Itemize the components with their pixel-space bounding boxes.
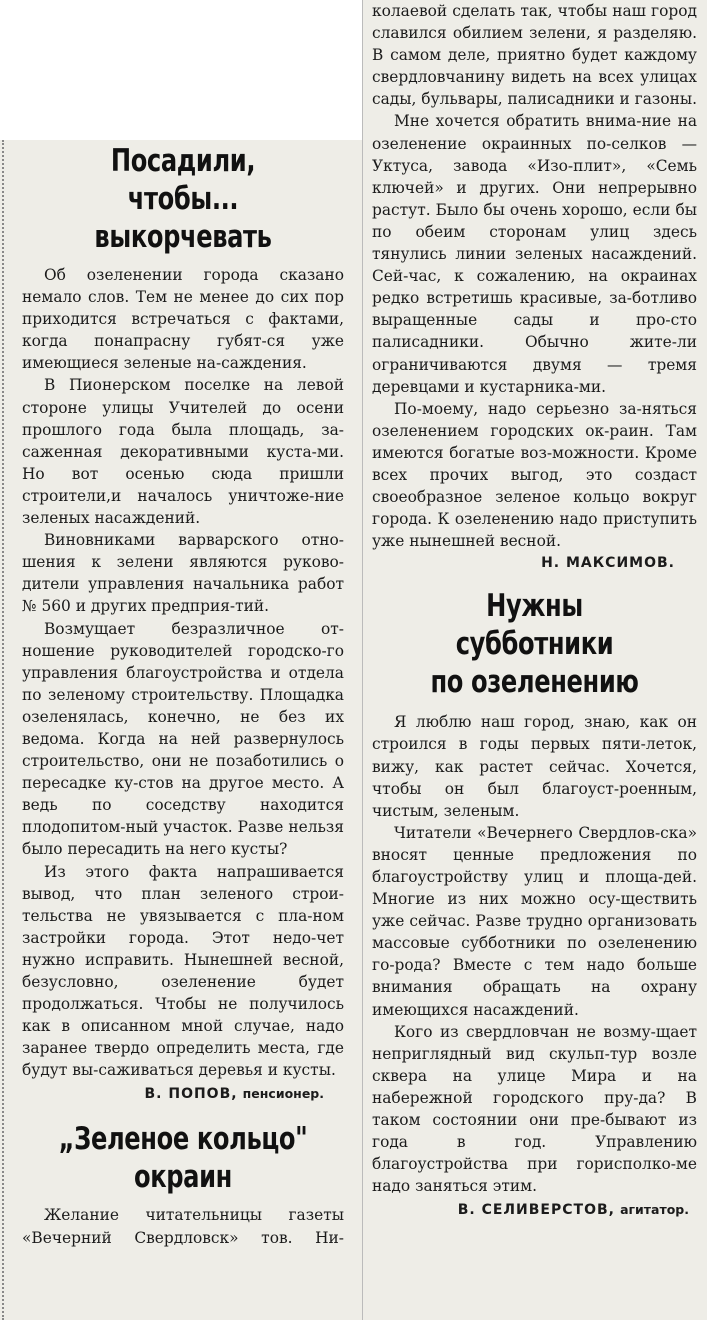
article-seliverstov [372, 587, 697, 1218]
author-role: пенсионер. [242, 1086, 324, 1102]
author-name: В. СЕЛИВЕРСТОВ, [457, 1202, 615, 1219]
right-column [372, 0, 697, 1218]
left-dotted-rule [2, 140, 4, 1320]
byline [372, 552, 697, 571]
article-paragraph: Возмущает безразличное от-ношение руководителей городско-го управления благоустройства и отдела по зеленому строительству. Площадка озеленялась, конечно, не без их ведома. Когда на ней развернулось строительство, они не позаботились о пересадке ку-стов на другое место. А ведь по соседству находится плодопитом-ный участок. Разве нельзя было пересадить на него кусты? [22, 619, 344, 859]
article-paragraph: Виновниками варварского отно-шения к зелени являются руково-дители управления начальника работ № 560 и других предприя-тий. [22, 531, 344, 616]
headline-line: Нужны субботники [455, 588, 614, 663]
article-paragraph: Мне хочется обратить внима-ние на озеленение окраинных по-селков — Уктуса, завода «Изо-плит», «Семь ключей» и других. Они непрерывно растут. Было бы очень хорошо, если бы по обеим сторонам улиц здесь тянулись линии зеленых насаждений. Сей-час, к сожалению, на окраинах редко встретишь красивые, за-ботливо выращенные сады и про-сто палисадники. Обычно жите-ли ограничиваются двумя — тремя деревцами и кустарника-ми. [372, 112, 697, 396]
article-paragraph: Кого из свердловчан не возму-щает неприглядный вид скульп-тур возле сквера на улице Мира и на набережной городского пру-да? В таком состоянии они пре-бывают из года в год. Управлению благоустройства при горисполко-ме надо заняться этим. [372, 1022, 697, 1196]
article-paragraph: Об озеленении города сказано немало слов. Тем не менее до сих пор приходится встречаться с фактами, когда понапрасну губят-ся уже имеющиеся зеленые на-саждения. [22, 266, 344, 373]
article-paragraph: Читатели «Вечернего Свердлов-ска» вносят ценные предложения по благоустройству улиц и площа-дей. Многие из них можно осу-ществить уже сейчас. Разве трудно организовать массовые субботники по озеленению го-рода? Вместе с тем надо больше внимания обращать на охрану имеющихся насаждений. [372, 823, 697, 1019]
author-name: Н. МАКСИМОВ. [541, 555, 675, 572]
column-divider [362, 0, 363, 1320]
author-role: агитатор. [620, 1202, 689, 1218]
article-paragraph: Из этого факта напрашивается вывод, что план зеленого строи-тельства не увязывается с пла-ном застройки города. Этот недо-чет нужно исправить. Нынешней весной, безусловно, озеленение будет продолжаться. Чтобы не получилось как в описанном мной случае, надо заранее твердо определить места, где будут вы-саживаться деревья и кусты. [22, 862, 344, 1080]
byline [372, 1199, 697, 1218]
left-column [22, 142, 344, 1249]
byline [22, 1083, 344, 1102]
article-paragraph: колаевой сделать так, чтобы наш город славился обилием зелени, я разделяю. В самом деле, приятно будет каждому свердловчанину видеть на всех улицах сады, бульвары, палисадники и газоны. [372, 2, 697, 109]
headline-line: по озеленению [430, 664, 639, 701]
article-paragraph: В Пионерском поселке на левой стороне улицы Учителей до осени прошлого года была площадь, за-саженная декоративными куста-ми. Но вот осенью сюда пришли строители,и началось уничтоже-ние зеленых насаждений. [22, 376, 344, 528]
article-paragraph: Желание читательницы газеты «Вечерний Свердловск» тов. Ни- [22, 1206, 344, 1247]
article-maksimov-cont [372, 0, 697, 571]
headline-line: Посадили, чтобы... [110, 143, 256, 217]
article-paragraph: Я люблю наш город, знаю, как он строился в годы первых пяти-леток, вижу, как растет сейчас. Хочется, чтобы он был благоуст-роенным, чистым, зеленым. [372, 713, 697, 820]
article-maksimov-start [22, 1120, 344, 1248]
headline-line: выкорчевать [94, 219, 272, 255]
author-name: В. ПОПОВ, [144, 1086, 238, 1103]
headline-line: окраин [134, 1159, 232, 1196]
article-popov [22, 142, 344, 1102]
headline-line: „Зеленое кольцо" [58, 1121, 308, 1158]
article-paragraph: По-моему, надо серьезно за-няться озеленением городских ок-раин. Там имеются богатые воз-можности. Кроме всех прочих выгод, это создаст своеобразное зеленое кольцо вокруг города. К озеленению надо приступить уже нынешней весной. [372, 399, 697, 551]
